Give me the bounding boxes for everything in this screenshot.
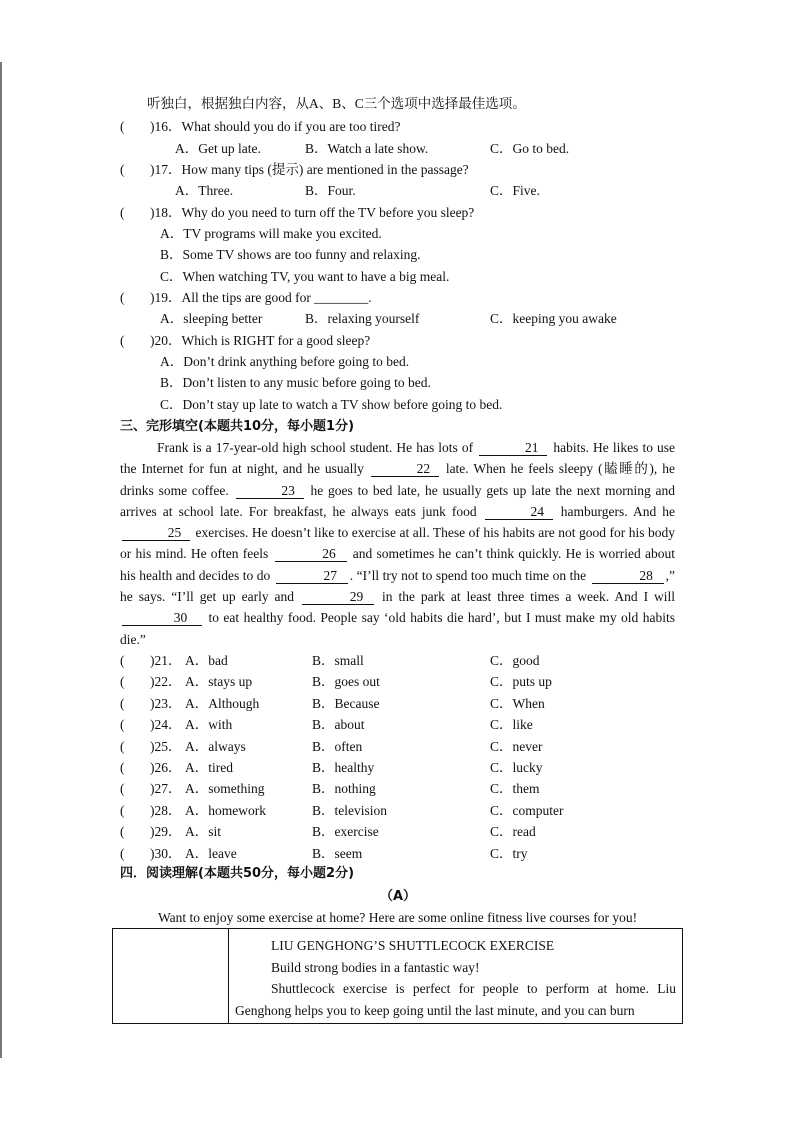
- cloze-option-29-b[interactable]: B．exercise: [312, 824, 379, 840]
- page-edge-line: [0, 62, 2, 1058]
- cloze-question-25: ( )25．: [120, 738, 182, 754]
- option-16-c[interactable]: C．Go to bed.: [490, 141, 570, 156]
- cloze-option-25-c[interactable]: C．never: [490, 738, 543, 754]
- question-17: ( )17．How many tips (提示) are mentioned in the passage?: [120, 162, 469, 177]
- question-18: ( )18．Why do you need to turn off the TV before you sleep?: [120, 205, 475, 220]
- cloze-option-26-c[interactable]: C．lucky: [490, 760, 543, 775]
- cloze-option-22-c[interactable]: C．puts up: [490, 674, 552, 690]
- option-19-b[interactable]: B．relaxing yourself: [305, 311, 420, 326]
- question-16: ( )16．What should you do if you are too tired?: [120, 119, 401, 134]
- cloze-option-27-b[interactable]: B．nothing: [312, 781, 376, 797]
- course-title: LIU GENGHONG’S SHUTTLECOCK EXERCISE: [271, 938, 555, 953]
- option-16-b[interactable]: B．Watch a late show.: [305, 141, 429, 156]
- option-20-a[interactable]: A．Don’t drink anything before going to bed.: [160, 354, 410, 369]
- option-17-b[interactable]: B．Four.: [305, 183, 356, 198]
- cloze-option-23-b[interactable]: B．Because: [312, 695, 380, 711]
- cloze-option-27-a[interactable]: A．something: [185, 781, 265, 797]
- cloze-option-24-b[interactable]: B．about: [312, 717, 365, 733]
- listening-instruction: 听独白，根据独白内容，从A、B、C三个选项中选择最佳选项。: [147, 96, 526, 111]
- cloze-option-26-a[interactable]: A．tired: [185, 760, 233, 775]
- blank-24: 24: [485, 504, 553, 520]
- course-table: [112, 928, 683, 1024]
- cloze-option-29-a[interactable]: A．sit: [185, 824, 222, 840]
- course-description: Shuttlecock exercise is perfect for people to perform at home. Liu Genghong helps you to keep going until the last minute, and you can burn: [235, 981, 676, 1018]
- cloze-option-29-c[interactable]: C．read: [490, 824, 536, 840]
- question-19: ( )19．All the tips are good for ________.: [120, 290, 372, 305]
- cloze-question-24: ( )24．: [120, 717, 182, 733]
- cloze-option-24-c[interactable]: C．like: [490, 717, 533, 733]
- option-19-c[interactable]: C．keeping you awake: [490, 311, 617, 326]
- option-16-a[interactable]: A．Get up late.: [175, 141, 261, 156]
- blank-26: 26: [275, 546, 347, 562]
- cloze-question-26: ( )26．: [120, 760, 182, 775]
- cloze-question-21: ( )21．: [120, 653, 182, 668]
- blank-29: 29: [302, 589, 374, 605]
- cloze-option-23-c[interactable]: C．When: [490, 695, 545, 711]
- course-image-cell: [113, 929, 229, 1024]
- cloze-question-29: ( )29．: [120, 824, 182, 840]
- cloze-option-30-c[interactable]: C．try: [490, 845, 528, 861]
- option-17-a[interactable]: A．Three.: [175, 183, 234, 198]
- cloze-option-21-c[interactable]: C．good: [490, 653, 540, 668]
- cloze-option-28-a[interactable]: A．homework: [185, 802, 266, 818]
- blank-27: 27: [276, 568, 348, 584]
- cloze-option-25-b[interactable]: B．often: [312, 738, 363, 754]
- cloze-question-28: ( )28．: [120, 802, 182, 818]
- cloze-option-22-a[interactable]: A．stays up: [185, 674, 253, 690]
- reading-part-label: （A）: [380, 889, 417, 904]
- course-subtitle: Build strong bodies in a fantastic way!: [271, 959, 480, 975]
- cloze-question-30: ( )30．: [120, 845, 182, 861]
- option-20-c[interactable]: C．Don’t stay up late to watch a TV show before going to bed.: [160, 397, 503, 412]
- reading-heading: 四．阅读理解(本题共50分，每小题2分): [120, 866, 355, 881]
- option-19-a[interactable]: A．sleeping better: [160, 311, 263, 326]
- blank-22: 22: [371, 461, 439, 477]
- option-17-c[interactable]: C．Five.: [490, 183, 540, 198]
- cloze-question-22: ( )22．: [120, 674, 182, 690]
- cloze-passage: Frank is a 17-year-old high school student. He has lots of 21 habits. He likes to use the Internet for fun at night, and he usually 22 late. When he feels sleepy (瞌睡的), he drinks some coffee. 23 he goes to bed late, he usually gets up late the next morning and arrives at school late. For breakfast, he always eats junk food 24 hamburgers. And he 25 exercises. He doesn’t like to exercise at all. These of his habits are not good for his body or his mind. He often feels 26 and sometimes he can’t think quickly. He is worried about his health and decides to do 27 . “I’ll try not to spend too much time on the 28 ,” he says. “I’ll get up early and 29 in the park at least three times a week. And I will 30 to eat healthy food. People say ‘old habits die hard’, but I must make my old habits die.”: [120, 440, 676, 647]
- cloze-question-23: ( )23．: [120, 695, 182, 711]
- cloze-option-24-a[interactable]: A．with: [185, 717, 233, 733]
- cloze-option-26-b[interactable]: B．healthy: [312, 760, 375, 775]
- question-20: ( )20．Which is RIGHT for a good sleep?: [120, 333, 371, 348]
- cloze-option-27-c[interactable]: C．them: [490, 781, 540, 797]
- cloze-option-23-a[interactable]: A．Although: [185, 695, 260, 711]
- cloze-option-21-a[interactable]: A．bad: [185, 653, 228, 668]
- cloze-option-22-b[interactable]: B．goes out: [312, 674, 380, 690]
- blank-30: 30: [122, 610, 202, 626]
- reading-intro: Want to enjoy some exercise at home? Here are some online fitness live courses for you!: [158, 910, 638, 925]
- cloze-option-25-a[interactable]: A．always: [185, 738, 246, 754]
- course-text-cell: [229, 929, 683, 1024]
- cloze-option-30-a[interactable]: A．leave: [185, 845, 237, 861]
- blank-28: 28: [592, 568, 664, 584]
- blank-23: 23: [236, 483, 304, 499]
- option-18-c[interactable]: C．When watching TV, you want to have a big meal.: [160, 269, 450, 284]
- option-18-a[interactable]: A．TV programs will make you excited.: [160, 226, 382, 241]
- cloze-option-21-b[interactable]: B．small: [312, 653, 364, 668]
- cloze-option-30-b[interactable]: B．seem: [312, 845, 363, 861]
- option-20-b[interactable]: B．Don’t listen to any music before going to bed.: [160, 375, 431, 390]
- cloze-question-27: ( )27．: [120, 781, 182, 797]
- cloze-option-28-c[interactable]: C．computer: [490, 802, 564, 818]
- cloze-heading: 三、完形填空(本题共10分，每小题1分): [120, 419, 355, 434]
- blank-25: 25: [122, 525, 190, 541]
- blank-21: 21: [479, 440, 547, 456]
- cloze-option-28-b[interactable]: B．television: [312, 802, 388, 818]
- option-18-b[interactable]: B．Some TV shows are too funny and relaxing.: [160, 247, 421, 262]
